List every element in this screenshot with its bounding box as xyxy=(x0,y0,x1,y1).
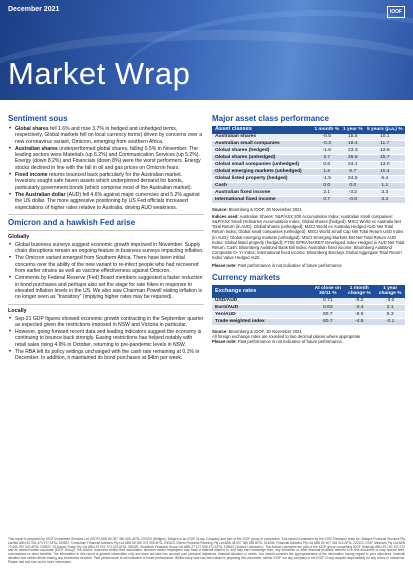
cell-value: -3.2 xyxy=(341,189,364,196)
column-header: 5 years (p.a.) % xyxy=(365,126,405,134)
cell-value: 15.5 xyxy=(341,134,364,141)
table-header-row xyxy=(212,126,405,134)
row-label: Australian small companies xyxy=(212,140,312,147)
omicron-heading: Omicron and a hawkish Fed arise xyxy=(8,217,136,227)
cell-value: 1.6 xyxy=(312,168,341,175)
cell-value: 11.7 xyxy=(365,140,405,147)
cell-value: 80.7 xyxy=(312,312,343,319)
cell-value: 10.4 xyxy=(365,168,405,175)
cell-value: 0.6 xyxy=(312,161,341,168)
report-date: December 2021 xyxy=(8,6,60,13)
cell-value: 13.0 xyxy=(365,161,405,168)
asset-performance-heading: Major asset class performance xyxy=(212,114,329,123)
cell-value: -0.5 xyxy=(312,134,341,141)
column-header: Exchange rates xyxy=(212,285,312,298)
column-header: 1 year change % xyxy=(375,285,405,298)
asset-indices-note: Indices used: Australian Shares: S&P/ASX 200 Accumulation Index; Australian small companies: S&P/ASX Small Ordinaries Accumulation Index; Global shares (hedged): MSCI World ex Australia Net Total Return (in AUD); Global shares (unhedged): MSCI World ex Australia Hedged AUD Net Total Return Index; Global small companies (unhedged): MSCI World Small Cap Net Total Return USD Index (in AUD); Global emerging markets (unhedged): MSCI Emerging Markets EM Net Total Return AUD Index; Global listed property (hedged): FTSE EPRA/NAREIT Developed Index Hedged in AUD Net Total Return; Cash: Bloomberg AusBond Bank Bill Index; Australian fixed income: Bloomberg AusBond Composite 0+ Yr Index; International fixed income: Bloomberg Barclays Global Aggregate Total Return Index Value Hedged AUD. xyxy=(212,213,405,261)
cell-value: -1.5 xyxy=(312,175,341,182)
divider xyxy=(8,230,204,231)
divider xyxy=(8,214,204,215)
asset-performance-note: Please note: Past performance is not indicative of future performance xyxy=(212,262,342,268)
cell-value: -4.6 xyxy=(343,319,375,326)
table-row xyxy=(212,182,405,189)
cell-value: 26.8 xyxy=(341,154,364,161)
row-label: USD/AUD xyxy=(212,298,312,305)
cell-value: 3.3 xyxy=(365,196,405,203)
cell-value: 24.1 xyxy=(341,161,364,168)
row-label: Trade weighted index xyxy=(212,319,312,326)
cell-value: 23.3 xyxy=(341,147,364,154)
cell-value: -2.1 xyxy=(375,319,405,326)
list-item: • Global business surveys suggest economic growth improved in November. Supply chain disruptions remain an ongoing feature in business surveys impacting inflation. xyxy=(8,242,204,255)
locally-subheading: Locally xyxy=(8,307,27,314)
legal-disclaimer: This report is prepared by IOOF Investment Services Ltd (IOOF) ABN 80 007 350 405, AFSL 230703 (Bridges). Bridges is an IOOF Group Company and part of the IOOF group of companies. This report is prepared by the IOOF Research team for: Bridges Financial Services Pty Limited ABN 60 003 474 977 AFSL 240837, Consultum Financial Advisers Pty Ltd ABN 65 006 373 995 AFSL 230323, Elders Financial Planning Pty Ltd ABN 48 007 365 084 AFSL 224645, Financial Advisers Pty Ltd ABN 60 007 304 014 AFSL 222110, IOOF Alliances Pty Ltd ABN 70 006 097 542 AFSL 230522, RI Advice Group Pty Ltd ABN 23 001 774 125 AFSL 238429, Shadforth Financial Group Ltd ABN 27 127 508 472 AFSL 318613 ('Advice Licensees'). The Advice Licensees are part of the IOOF group comprising IOOF Holdings ABN 49 100 103 722 and its related bodies corporate (IOOF Group). The Advice Licensees and/or their associates, directors and/or employees may have a material interest in, and may earn brokerage from, any securities or other financial products referred to in this document or may receive fees, commissions or other benefits. The information in this report is general information only and does not take into account your personal objectives, financial situation or needs. You should consider the appropriateness of the information having regard to your objectives, financial situation and needs before making any investment decision. Past performance is not indicative of future performance. Whilst every care has been taken in preparing this document, neither IOOF nor any company in the IOOF Group accepts responsibility for any errors or omissions. Please visit ioof.com.au for more information. xyxy=(8,537,405,564)
cell-value: 2.1 xyxy=(375,305,405,312)
list-item: • Global shares fell 1.6% and rose 3.7% in hedged and unhedged terms, respectively. Global markets fell on local currency terms) driven by concerns over a new coronavirus variant, Omicron, emerging from southern Africa. xyxy=(8,126,204,145)
cell-value: -3.4 xyxy=(343,305,375,312)
row-label: Euro/AUD xyxy=(212,305,312,312)
column-header: 1 month change % xyxy=(343,285,375,298)
table-row xyxy=(212,305,405,312)
asset-source: Source: Bloomberg & IOOF, 30 November 2021 xyxy=(212,206,302,212)
list-item: • Australian shares underperformed global shares, falling 0.5% in November. The leading sectors were Materials (up 6.2%) and Communication Services (up 5.2%). Energy (down 8.2%) and Financials (down 8%) were the worst performers. Energy stocks declined in line with the fall in oil and gas prices on Omicron fears. xyxy=(8,146,204,171)
cell-value: 0.7 xyxy=(312,196,341,203)
table-row xyxy=(212,319,405,326)
column-header: At close on 30/11 % xyxy=(312,285,343,298)
cell-value: -0.8 xyxy=(341,196,364,203)
cell-value: 3.7 xyxy=(312,154,341,161)
header-banner xyxy=(0,0,413,100)
list-item: • The Australian dollar (AUD) fell 4.6% against major currencies and 5.2% against the US dollar. The more aggressive positioning by US Fed officials increased expectations of higher rates relative to Australia, driving AUD weakness. xyxy=(8,192,204,211)
table-header-row xyxy=(212,285,405,298)
row-label: Australian shares xyxy=(212,134,312,141)
cell-value: 0.0 xyxy=(312,182,341,189)
row-label: Cash xyxy=(212,182,312,189)
cell-value: -0.3 xyxy=(312,140,341,147)
list-item: • The RBA left its policy settings unchanged with the cash rate remaining at 0.1% in December. In addition, it maintained its bond purchases at $4bn per week. xyxy=(8,349,204,362)
list-item: • Comments by Federal Reserve (Fed) Board members suggested a faster reduction in bond purchases and perhaps also set the stage for rate hikes in response to elevated inflation levels in the US. We also saw Chairman Powell stating inflation is no longer seen as "transitory" (implying higher rates may be required). xyxy=(8,275,204,300)
cell-value: 18.4 xyxy=(341,140,364,147)
cell-value: -3.0 xyxy=(375,298,405,305)
table-row xyxy=(212,154,405,161)
table-row xyxy=(212,147,405,154)
currency-performance-note: Please note: Past performance is not indicative of future performance. xyxy=(212,339,344,345)
cell-value: -1.6 xyxy=(312,147,341,154)
globally-subheading: Globally xyxy=(8,233,30,240)
sentiment-heading: Sentiment sous xyxy=(8,114,68,123)
table-row xyxy=(212,140,405,147)
row-label: Australian fixed income xyxy=(212,189,312,196)
divider xyxy=(8,304,204,305)
currency-heading: Currency markets xyxy=(212,272,281,282)
locally-list xyxy=(8,316,204,362)
list-item: • The Omicron variant emerged from Southern Africa. There have been initial concerns over the ability of the new variant to re-infect people who had recovered from earlier strains as well as vaccine effectiveness against Omicron. xyxy=(8,255,204,274)
table-row xyxy=(212,196,405,203)
globally-list xyxy=(8,242,204,301)
sentiment-list xyxy=(8,126,204,211)
cell-value: 0.0 xyxy=(341,182,364,189)
list-item: • Sep-21 GDP figures showed economic growth contracting in the September quarter as expected given the restrictions imposed in NSW and Victoria in particular. xyxy=(8,316,204,329)
cell-value: -8.9 xyxy=(343,312,375,319)
cell-value: 24.5 xyxy=(341,175,364,182)
brand-logo: IOOF xyxy=(387,6,405,18)
cell-value: 1.1 xyxy=(365,182,405,189)
column-header: Asset classes xyxy=(212,126,312,134)
cell-value: 0.71 xyxy=(312,298,343,305)
row-label: Global shares (unhedged) xyxy=(212,154,312,161)
table-row xyxy=(212,312,405,319)
cell-value: 15.7 xyxy=(365,154,405,161)
row-label: Global emerging markets (unhedged) xyxy=(212,168,312,175)
row-label: Yen/AUD xyxy=(212,312,312,319)
list-item: • Fixed income returns bounced back particularly for the Australian market. Investors sought safe haven assets which underpinned demand for bonds, particularly government bonds (which comprise most of the Australian market). xyxy=(8,172,204,191)
row-label: Global shares (hedged) xyxy=(212,147,312,154)
cell-value: 2.1 xyxy=(312,189,341,196)
row-label: International fixed income xyxy=(212,196,312,203)
cell-value: 10.1 xyxy=(365,134,405,141)
currency-table xyxy=(212,285,405,326)
cell-value: 0.63 xyxy=(312,305,343,312)
cell-value: 3.3 xyxy=(365,189,405,196)
currency-source: Source: Bloomberg & IOOF, 30 November 2021 xyxy=(212,329,302,335)
column-header: 1 year % xyxy=(342,127,363,132)
list-item: • However, going forward recent data and leading indicators suggest the economy is continuing to bounce back strongly. Easing restrictions has helped notably with retail sales rising 4.9% in October, returning to pre-pandemic levels in NSW. xyxy=(8,329,204,348)
table-row xyxy=(212,168,405,175)
table-row xyxy=(212,189,405,196)
cell-value: 13.8 xyxy=(365,147,405,154)
cell-value: 60.7 xyxy=(312,319,343,326)
cell-value: 6.7 xyxy=(341,168,364,175)
column-header: 1 month % xyxy=(314,127,340,132)
cell-value: -5.2 xyxy=(343,298,375,305)
right-column xyxy=(212,114,405,345)
row-label: Global listed property (hedged) xyxy=(212,175,312,182)
left-column xyxy=(8,114,204,363)
table-row xyxy=(212,175,405,182)
table-row xyxy=(212,161,405,168)
row-label: Global small companies (unhedged) xyxy=(212,161,312,168)
page-title: Market Wrap xyxy=(8,56,191,91)
asset-class-table xyxy=(212,126,405,204)
cell-value: 6.4 xyxy=(365,175,405,182)
currency-rounding-note: All foreign exchange rates are rounded to two decimal places where appropriate xyxy=(212,334,361,340)
cell-value: 5.3 xyxy=(375,312,405,319)
